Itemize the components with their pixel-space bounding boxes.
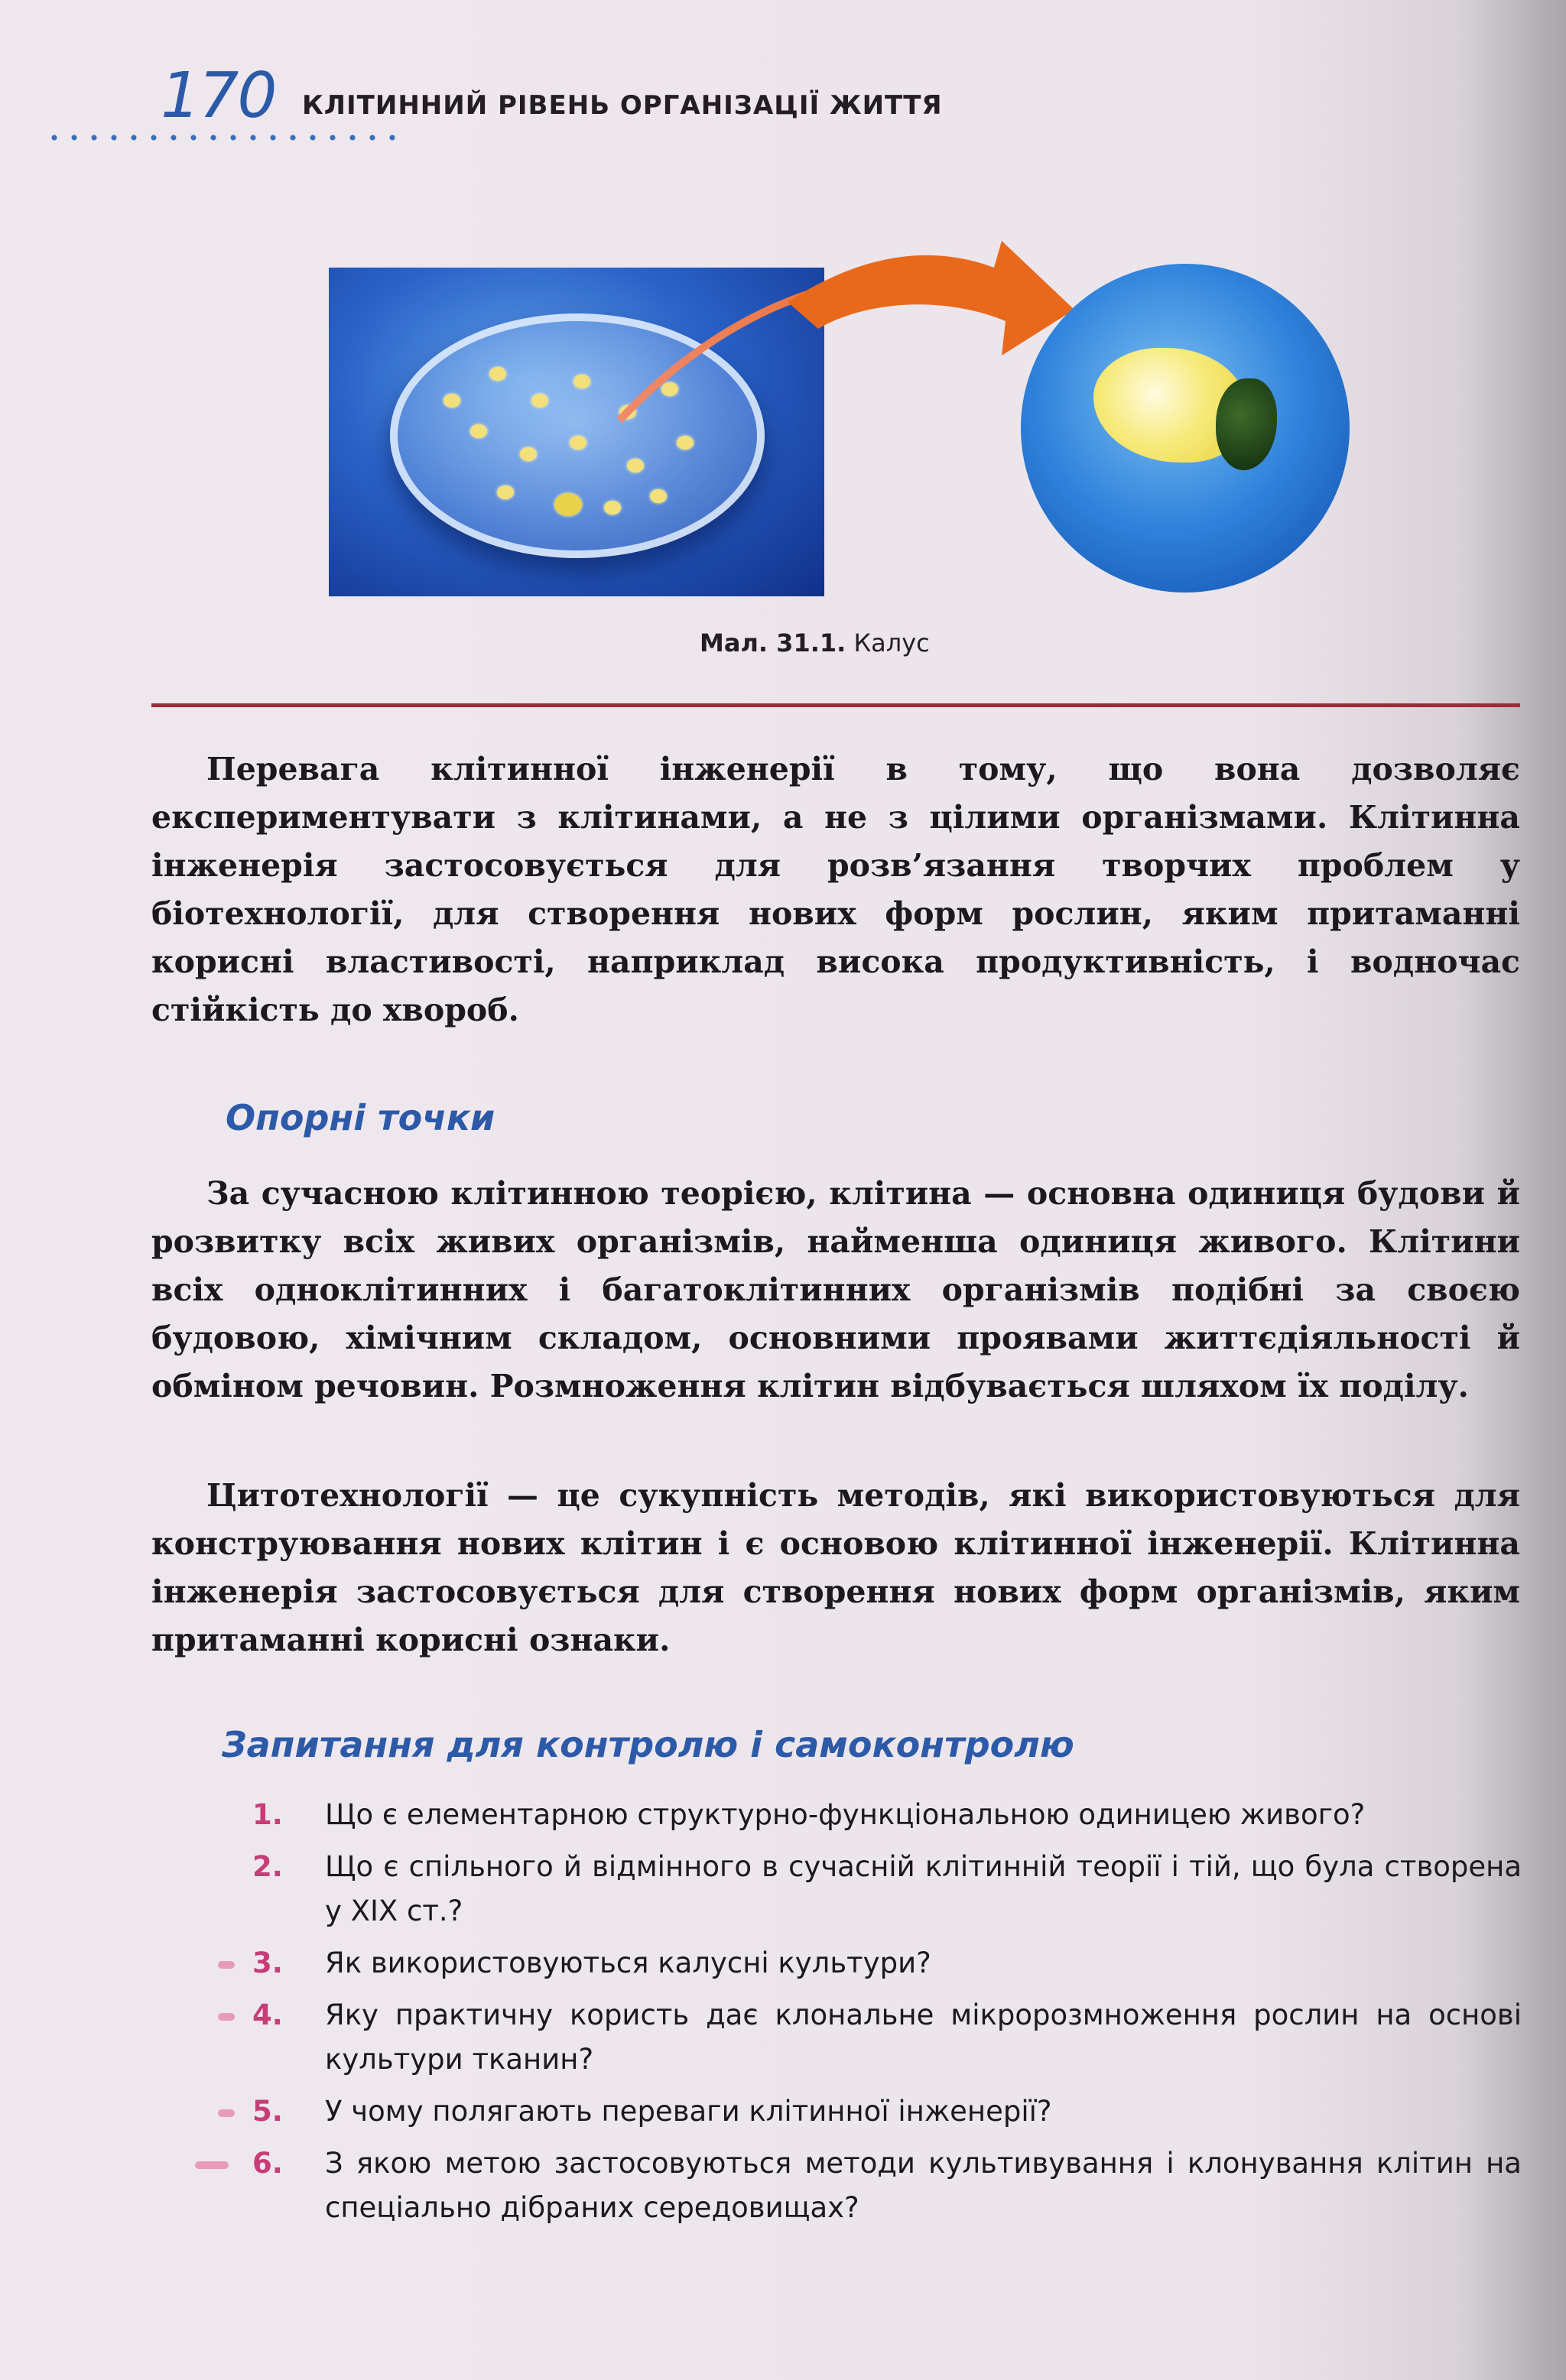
key-points-paragraph-2: Цитотехнології — це сукупність методів, які використовуються для конструювання нових клітин і є основою клітинної інженерії. Клітинна інженерія застосовується для створення нових форм організмів, яким притаманні корисні ознаки. (151, 1477, 1520, 1658)
difficulty-mark-icon (218, 2109, 235, 2117)
question-item (252, 1941, 1522, 1985)
difficulty-mark-icon (218, 2013, 235, 2021)
question-text: Що є спільного й відмінного в сучасній клітинній теорії і тій, що була створена у XIX ст.? (325, 1850, 1522, 1927)
question-number: 6. (252, 2147, 283, 2180)
running-title: КЛІТИННИЙ РІВЕНЬ ОРГАНІЗАЦІЇ ЖИТТЯ (302, 90, 943, 121)
questions-list (252, 1793, 1522, 2238)
caption-text: Калус (853, 628, 930, 658)
transfer-arrow-icon (329, 138, 1093, 459)
section-divider (151, 703, 1520, 707)
question-item (252, 1793, 1522, 1837)
question-item (252, 2089, 1522, 2134)
question-item (252, 1993, 1522, 2082)
callus-photo (1021, 264, 1350, 593)
question-number: 3. (252, 1947, 283, 1979)
question-text: Яку практичну користь дає клональне мікророзмноження рослин на основі культури тканин? (325, 1998, 1522, 2076)
questions-heading: Запитання для контролю і самоконтролю (222, 1724, 1074, 1765)
question-number: 4. (252, 1998, 283, 2031)
question-text: З якою метою застосовуються методи культивування і клонування клітин на спеціально дібраних середовищах? (325, 2147, 1522, 2224)
question-number: 1. (252, 1798, 283, 1831)
difficulty-mark-icon (218, 1961, 235, 1969)
figure-callus (329, 260, 1346, 627)
difficulty-mark-double-icon (195, 2161, 229, 2169)
page-header (161, 60, 276, 132)
question-item (252, 1845, 1522, 1934)
caption-label: Мал. 31.1. (700, 628, 846, 658)
question-text: У чому полягають переваги клітинної інженерії? (325, 2095, 1052, 2128)
question-text: Як використовуються калусні культури? (325, 1947, 931, 1979)
key-points-heading: Опорні точки (226, 1097, 495, 1138)
question-item (252, 2141, 1522, 2230)
question-number: 2. (252, 1850, 283, 1883)
question-text: Що є елементарною структурно-функціональною одиницею живого? (325, 1798, 1366, 1831)
figure-caption (700, 628, 930, 658)
key-points-paragraph-1: За сучасною клітинною теорією, клітина — основна одиниця будови й розвитку всіх живих організмів, найменша одиниця живого. Клітини всіх одноклітинних і багатоклітинних організмів подібні за своєю будовою, хімічним складом, основними проявами життєдіяльності й обміном речовин. Розмноження клітин відбувається шляхом їх поділу. (151, 1175, 1520, 1404)
question-number: 5. (252, 2095, 283, 2128)
callus-shoot (1216, 378, 1277, 470)
page-number: 170 (161, 60, 276, 132)
intro-paragraph: Перевага клітинної інженерії в тому, що вона дозволяє експериментувати з клітинами, а не з цілими організмами. Клітинна інженерія застосовується для розв’язання творчих проблем у біотехнології, для створення нових форм рослин, яким притаманні корисні властивості, наприклад висока продуктивність, і водночас стійкість до хвороб. (151, 751, 1520, 1028)
